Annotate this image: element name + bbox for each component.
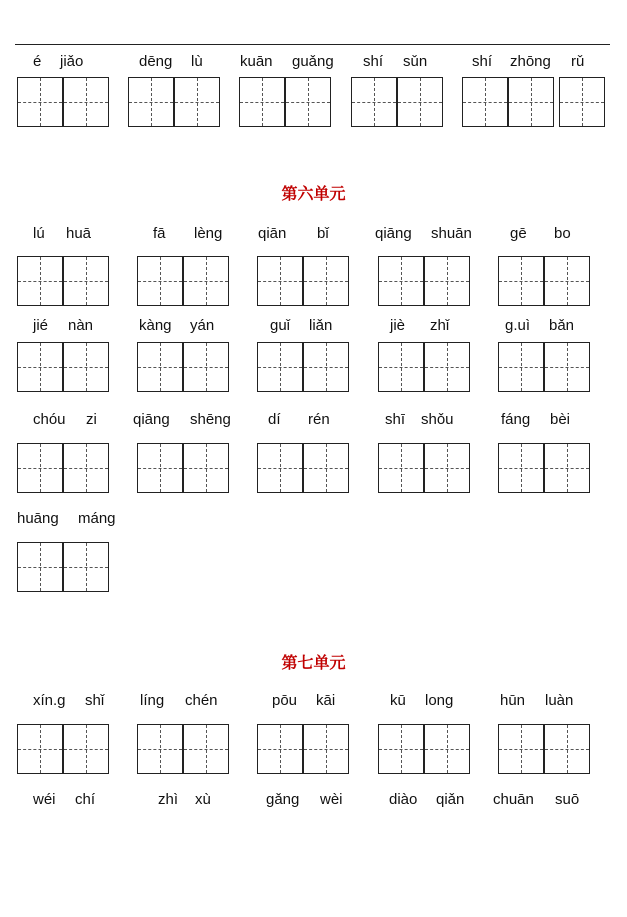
writing-box[interactable] xyxy=(424,724,470,774)
writing-box[interactable] xyxy=(544,256,590,306)
writing-box[interactable] xyxy=(239,77,285,127)
pinyin-syllable: shǒu xyxy=(421,411,454,428)
pinyin-syllable: shī xyxy=(385,411,406,428)
writing-box[interactable] xyxy=(183,724,229,774)
pinyin-syllable: wèi xyxy=(320,791,343,808)
writing-box[interactable] xyxy=(63,77,109,127)
writing-box[interactable] xyxy=(128,77,174,127)
pinyin-syllable: diào xyxy=(389,791,418,808)
pinyin-syllable: zhì xyxy=(158,791,179,808)
pinyin-syllable: zi xyxy=(86,411,97,428)
writing-box[interactable] xyxy=(17,724,63,774)
pinyin-syllable: qiāng xyxy=(133,411,170,428)
pinyin-syllable: kū xyxy=(390,692,406,709)
pinyin-syllable: xù xyxy=(195,791,211,808)
writing-box[interactable] xyxy=(63,256,109,306)
writing-box[interactable] xyxy=(183,342,229,392)
pinyin-syllable: zhōng xyxy=(510,53,551,70)
pinyin-syllable: chí xyxy=(75,791,96,808)
pinyin-syllable: dēng xyxy=(139,53,173,70)
pinyin-syllable: shuān xyxy=(431,225,472,242)
pinyin-syllable: fā xyxy=(153,225,166,242)
pinyin-syllable: lú xyxy=(33,225,45,242)
pinyin-syllable: luàn xyxy=(545,692,574,709)
writing-box[interactable] xyxy=(63,542,109,592)
pinyin-syllable: shí xyxy=(472,53,493,70)
pinyin-syllable: lù xyxy=(191,53,203,70)
writing-box[interactable] xyxy=(397,77,443,127)
writing-box[interactable] xyxy=(63,443,109,493)
pinyin-syllable: shēng xyxy=(190,411,231,428)
writing-box[interactable] xyxy=(63,724,109,774)
pinyin-syllable: huāng xyxy=(17,510,59,527)
writing-box[interactable] xyxy=(137,256,183,306)
writing-box[interactable] xyxy=(303,342,349,392)
pinyin-syllable: chóu xyxy=(33,411,66,428)
pinyin-syllable: fáng xyxy=(501,411,531,428)
writing-box[interactable] xyxy=(257,342,303,392)
writing-box[interactable] xyxy=(183,443,229,493)
writing-box[interactable] xyxy=(544,342,590,392)
pinyin-syllable: gē xyxy=(510,225,527,242)
writing-box[interactable] xyxy=(17,77,63,127)
writing-box[interactable] xyxy=(378,256,424,306)
section-title-unit-6: 第六单元 xyxy=(281,184,346,203)
pinyin-syllable: long xyxy=(425,692,454,709)
writing-box[interactable] xyxy=(544,724,590,774)
writing-box[interactable] xyxy=(378,724,424,774)
writing-box[interactable] xyxy=(137,342,183,392)
writing-box[interactable] xyxy=(285,77,331,127)
writing-box[interactable] xyxy=(378,342,424,392)
pinyin-syllable: guǐ xyxy=(270,317,291,334)
pinyin-syllable: jié xyxy=(33,317,49,334)
writing-box[interactable] xyxy=(17,443,63,493)
writing-box[interactable] xyxy=(257,256,303,306)
writing-box[interactable] xyxy=(174,77,220,127)
pinyin-syllable: pōu xyxy=(272,692,298,709)
pinyin-syllable: lèng xyxy=(194,225,223,242)
writing-box[interactable] xyxy=(424,342,470,392)
pinyin-syllable: huā xyxy=(66,225,92,242)
writing-box[interactable] xyxy=(137,724,183,774)
writing-box[interactable] xyxy=(17,542,63,592)
pinyin-syllable: é xyxy=(33,53,42,70)
section-title-unit-7: 第七单元 xyxy=(281,653,346,672)
pinyin-syllable: dí xyxy=(268,411,281,428)
pinyin-syllable: jiè xyxy=(390,317,406,334)
writing-box[interactable] xyxy=(303,724,349,774)
pinyin-syllable: bǐ xyxy=(317,225,329,242)
pinyin-syllable: guǎng xyxy=(292,53,334,70)
pinyin-syllable: bǎn xyxy=(549,317,575,334)
pinyin-syllable: rǔ xyxy=(571,53,585,70)
pinyin-syllable: sǔn xyxy=(403,53,428,70)
pinyin-syllable: nàn xyxy=(68,317,94,334)
pinyin-syllable: bo xyxy=(554,225,571,242)
pinyin-syllable: kāi xyxy=(316,692,336,709)
writing-box[interactable] xyxy=(544,443,590,493)
writing-box[interactable] xyxy=(462,77,508,127)
pinyin-syllable: zhǐ xyxy=(430,317,450,334)
writing-box[interactable] xyxy=(378,443,424,493)
pinyin-syllable: líng xyxy=(140,692,165,709)
pinyin-syllable: chuān xyxy=(493,791,534,808)
pinyin-syllable: qiān xyxy=(258,225,287,242)
writing-box[interactable] xyxy=(424,256,470,306)
pinyin-syllable: qiǎn xyxy=(436,791,465,808)
pinyin-syllable: bèi xyxy=(550,411,571,428)
pinyin-syllable: qiāng xyxy=(375,225,412,242)
pinyin-syllable: g.uì xyxy=(505,317,531,334)
writing-box[interactable] xyxy=(137,443,183,493)
writing-box[interactable] xyxy=(17,256,63,306)
writing-box[interactable] xyxy=(257,724,303,774)
writing-box[interactable] xyxy=(17,342,63,392)
pinyin-syllable: jiǎo xyxy=(60,53,84,70)
writing-box[interactable] xyxy=(424,443,470,493)
pinyin-syllable: máng xyxy=(78,510,116,527)
writing-box[interactable] xyxy=(559,77,605,127)
writing-box[interactable] xyxy=(498,724,544,774)
writing-box[interactable] xyxy=(303,256,349,306)
writing-box[interactable] xyxy=(508,77,554,127)
pinyin-syllable: gǎng xyxy=(266,791,300,808)
writing-box[interactable] xyxy=(351,77,397,127)
pinyin-syllable: yán xyxy=(190,317,215,334)
top-rule xyxy=(15,44,610,45)
writing-box[interactable] xyxy=(498,342,544,392)
pinyin-syllable: chén xyxy=(185,692,218,709)
writing-box[interactable] xyxy=(63,342,109,392)
pinyin-syllable: suō xyxy=(555,791,580,808)
writing-box[interactable] xyxy=(183,256,229,306)
writing-box[interactable] xyxy=(498,443,544,493)
pinyin-syllable: kàng xyxy=(139,317,172,334)
pinyin-syllable: kuān xyxy=(240,53,273,70)
pinyin-syllable: shí xyxy=(363,53,384,70)
pinyin-syllable: hūn xyxy=(500,692,526,709)
pinyin-syllable: xín.g xyxy=(33,692,66,709)
pinyin-syllable: rén xyxy=(308,411,330,428)
writing-box[interactable] xyxy=(257,443,303,493)
writing-box[interactable] xyxy=(498,256,544,306)
pinyin-syllable: shǐ xyxy=(85,692,105,709)
writing-box[interactable] xyxy=(303,443,349,493)
pinyin-syllable: liǎn xyxy=(309,317,333,334)
pinyin-syllable: wéi xyxy=(33,791,56,808)
